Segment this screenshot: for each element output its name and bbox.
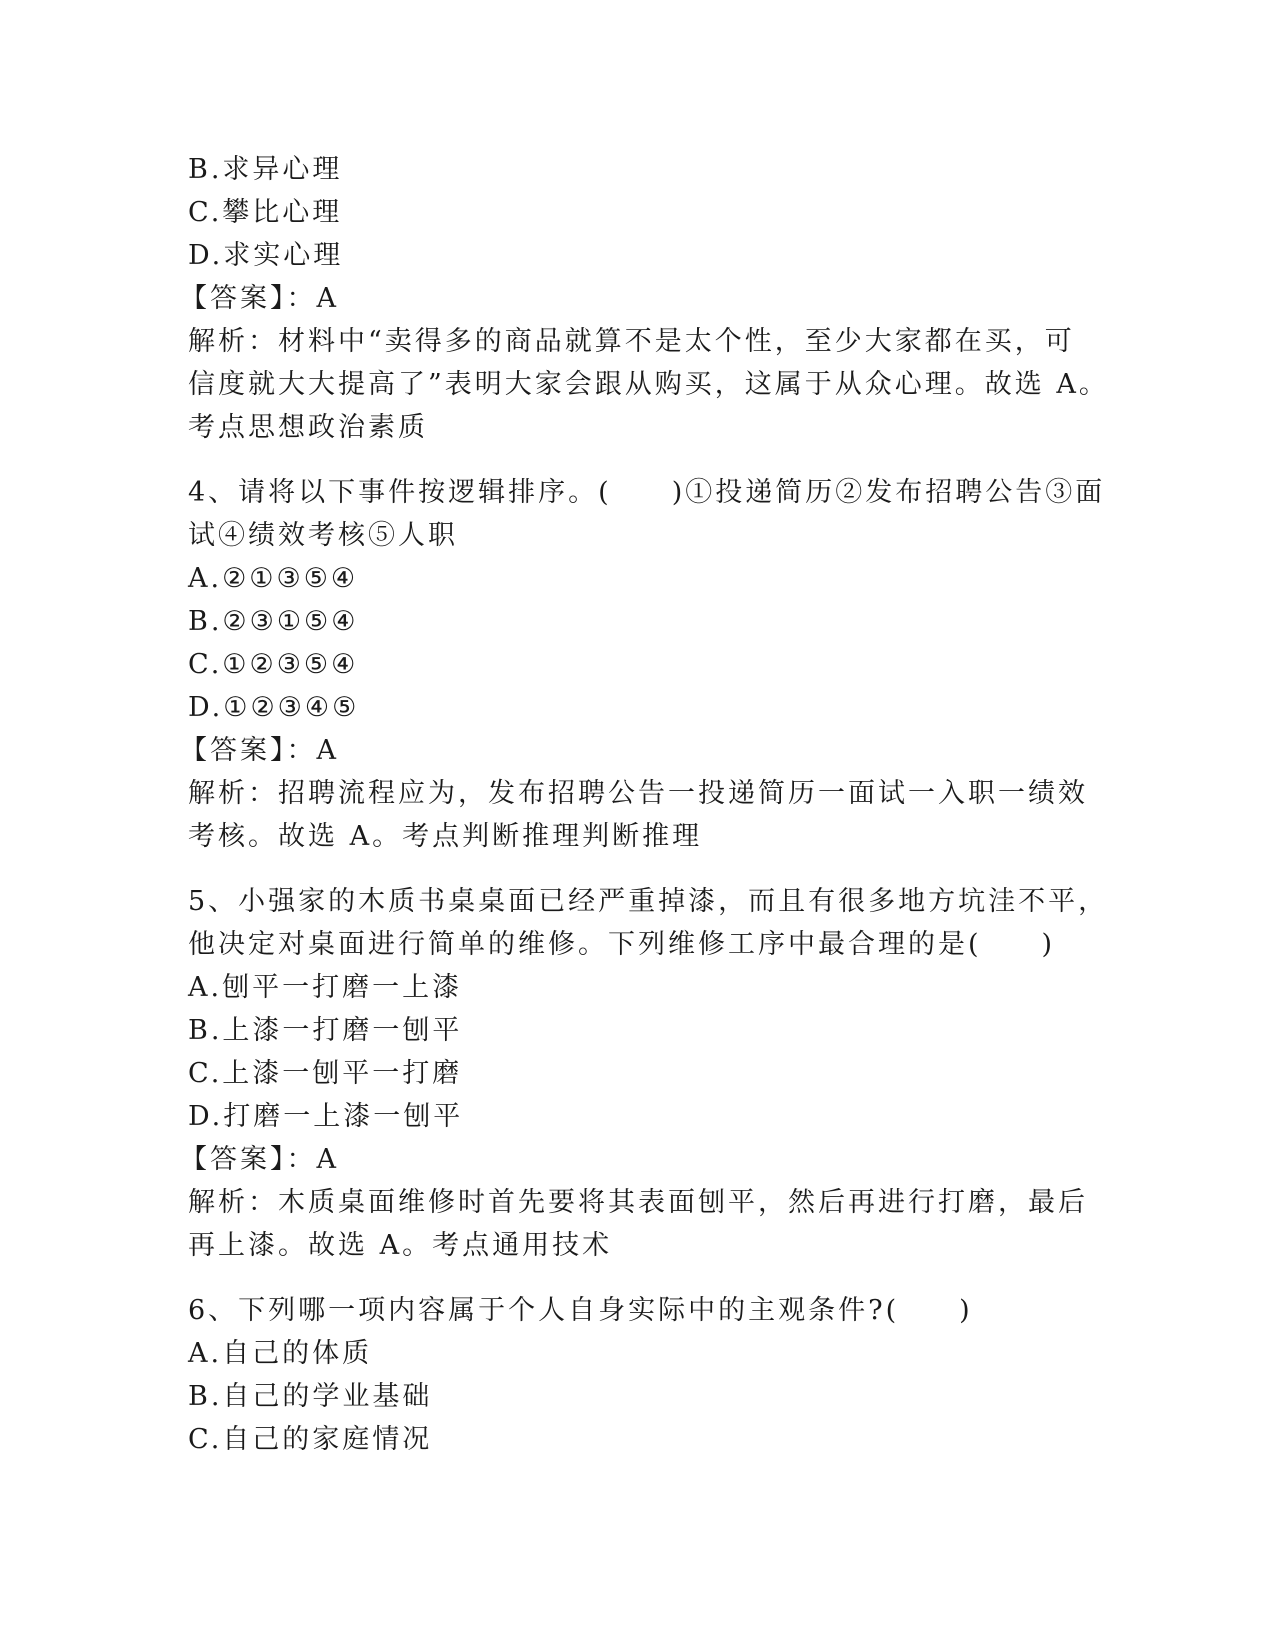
option-d: D.①②③④⑤ — [188, 692, 360, 723]
option-a: A.自己的体质 — [188, 1338, 373, 1369]
question-text: 他决定对桌面进行简单的维修。下列维修工序中最合理的是( ) — [188, 929, 1056, 960]
question-text: 4、请将以下事件按逻辑排序。( )①投递简历②发布招聘公告③面 — [188, 477, 1106, 508]
question-text: 试④绩效考核⑤人职 — [188, 520, 458, 551]
question-text: 5、小强家的木质书桌桌面已经严重掉漆，而且有很多地方坑洼不平， — [188, 886, 1109, 917]
answer-label: 【答案】：A — [180, 283, 339, 314]
analysis-line: 解析：木质桌面维修时首先要将其表面刨平，然后再进行打磨，最后 — [188, 1187, 1088, 1218]
answer-label: 【答案】：A — [180, 735, 339, 766]
question-4-block — [180, 471, 1106, 858]
question-5-block — [180, 880, 1109, 1267]
option-c: C.上漆一刨平一打磨 — [188, 1058, 463, 1089]
option-d: D.求实心理 — [188, 240, 344, 271]
answer-label: 【答案】：A — [180, 1144, 339, 1175]
question-text: 6、下列哪一项内容属于个人自身实际中的主观条件?( ) — [188, 1295, 973, 1326]
analysis-line: 解析：材料中“卖得多的商品就算不是太个性，至少大家都在买，可 — [188, 326, 1075, 357]
option-a: A.刨平一打磨一上漆 — [188, 972, 463, 1003]
analysis-line: 考点思想政治素质 — [188, 412, 428, 443]
analysis-line: 信度就大大提高了”表明大家会跟从购买，这属于从众心理。故选 A。 — [188, 369, 1109, 400]
option-c: C.自己的家庭情况 — [188, 1424, 433, 1455]
option-d: D.打磨一上漆一刨平 — [188, 1101, 464, 1132]
option-b: B.上漆一打磨一刨平 — [188, 1015, 463, 1046]
analysis-line: 再上漆。故选 A。考点通用技术 — [188, 1230, 613, 1261]
document-page — [180, 148, 1109, 1461]
option-b: B.求异心理 — [188, 154, 343, 185]
option-a: A.②①③⑤④ — [188, 563, 359, 594]
question-3-block — [180, 148, 1109, 449]
option-b: B.自己的学业基础 — [188, 1381, 433, 1412]
option-c: C.攀比心理 — [188, 197, 343, 228]
analysis-line: 解析：招聘流程应为，发布招聘公告一投递简历一面试一入职一绩效 — [188, 778, 1088, 809]
question-6-block — [188, 1289, 1088, 1461]
analysis-line: 考核。故选 A。考点判断推理判断推理 — [188, 821, 703, 852]
option-b: B.②③①⑤④ — [188, 606, 359, 637]
option-c: C.①②③⑤④ — [188, 649, 359, 680]
